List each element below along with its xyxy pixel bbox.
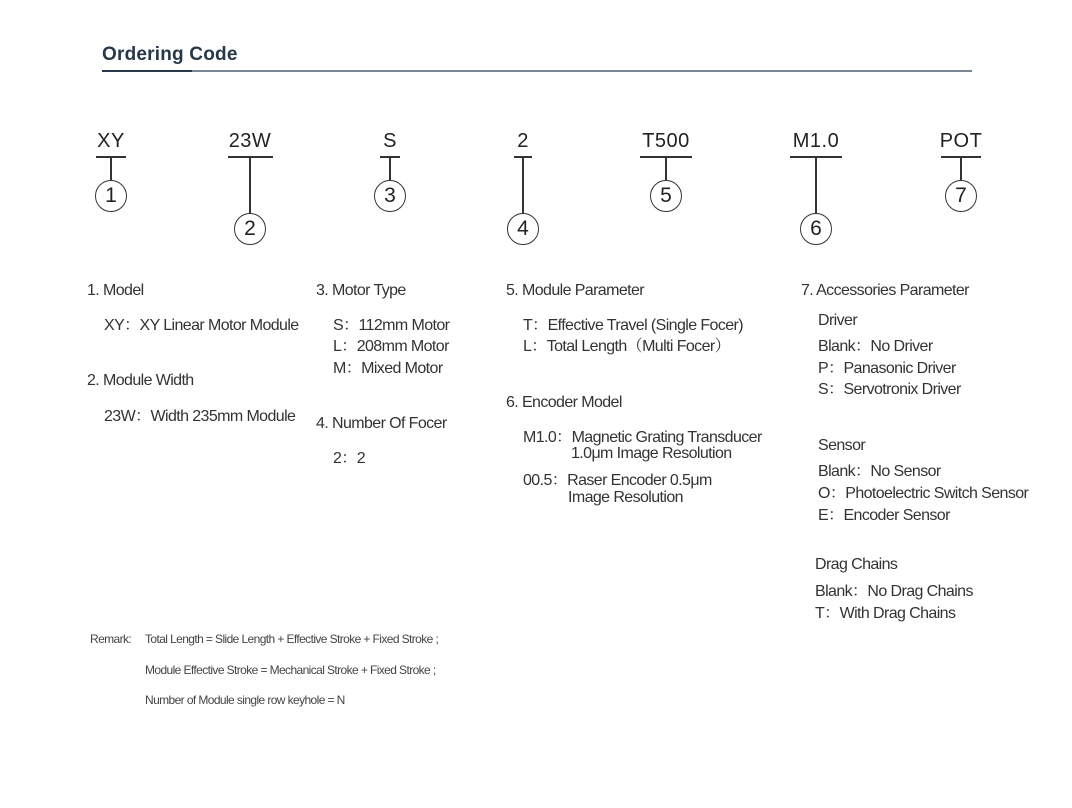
focer-option: 2：2 <box>333 450 365 467</box>
remark-line: Total Length = Slide Length + Effective Stroke + Fixed Stroke ; <box>145 632 439 646</box>
remark-line: Module Effective Stroke = Mechanical Stroke + Fixed Stroke ; <box>145 663 436 677</box>
accessory-group-title: Driver <box>818 312 858 329</box>
code-number-circle: 5 <box>650 180 682 212</box>
connector-line <box>665 156 667 180</box>
motor-option: S：112mm Motor <box>333 317 450 334</box>
accessory-option: Blank：No Sensor <box>818 463 941 480</box>
code-parameter: T500 <box>642 130 690 152</box>
section-heading-accessories: 7. Accessories Parameter <box>801 282 969 299</box>
section-heading-focer: 4. Number Of Focer <box>316 415 447 432</box>
code-focer: 2 <box>517 130 529 152</box>
page-title: Ordering Code <box>102 44 238 65</box>
code-number-circle: 3 <box>374 180 406 212</box>
motor-option: L：208mm Motor <box>333 338 449 355</box>
accessory-option: T：With Drag Chains <box>815 605 956 622</box>
encoder-option: M1.0：Magnetic Grating Transducer <box>523 429 762 446</box>
remark-label: Remark: <box>90 632 132 646</box>
encoder-option-detail: Image Resolution <box>568 489 683 506</box>
section-heading-model: 1. Model <box>87 282 144 299</box>
code-number-circle: 4 <box>507 213 539 245</box>
motor-option: M：Mixed Motor <box>333 360 443 377</box>
connector-line <box>960 156 962 180</box>
section-heading-motor: 3. Motor Type <box>316 282 406 299</box>
remark-line: Number of Module single row keyhole = N <box>145 693 345 707</box>
accessory-option: Blank：No Driver <box>818 338 933 355</box>
code-number-circle: 6 <box>800 213 832 245</box>
code-width: 23W <box>228 130 272 152</box>
connector-line <box>522 156 524 214</box>
accessory-option: S：Servotronix Driver <box>818 381 961 398</box>
model-option: XY：XY Linear Motor Module <box>104 317 299 334</box>
code-number-circle: 7 <box>945 180 977 212</box>
parameter-option: T：Effective Travel (Single Focer) <box>523 317 743 334</box>
encoder-option-detail: 1.0μm Image Resolution <box>571 445 732 462</box>
connector-line <box>815 156 817 214</box>
code-encoder: M1.0 <box>792 130 840 152</box>
code-motor: S <box>383 130 397 152</box>
connector-line <box>249 156 251 214</box>
accessory-option: Blank：No Drag Chains <box>815 583 973 600</box>
code-model: XY <box>97 130 125 152</box>
accessory-option: E：Encoder Sensor <box>818 507 950 524</box>
title-underline-accent <box>102 70 192 72</box>
title-divider <box>102 70 972 72</box>
accessory-group-title: Drag Chains <box>815 556 898 573</box>
connector-line <box>110 156 112 180</box>
code-number-circle: 2 <box>234 213 266 245</box>
accessory-option: O：Photoelectric Switch Sensor <box>818 485 1029 502</box>
code-number-circle: 1 <box>95 180 127 212</box>
accessory-option: P：Panasonic Driver <box>818 360 956 377</box>
section-heading-width: 2. Module Width <box>87 372 194 389</box>
parameter-option: L：Total Length（Multi Focer） <box>523 338 731 355</box>
encoder-option: 00.5：Raser Encoder 0.5μm <box>523 472 712 489</box>
accessory-group-title: Sensor <box>818 437 866 454</box>
width-option: 23W：Width 235mm Module <box>104 408 296 425</box>
section-heading-encoder: 6. Encoder Model <box>506 394 622 411</box>
section-heading-parameter: 5. Module Parameter <box>506 282 645 299</box>
code-accessories: POT <box>939 130 983 152</box>
connector-line <box>389 156 391 180</box>
